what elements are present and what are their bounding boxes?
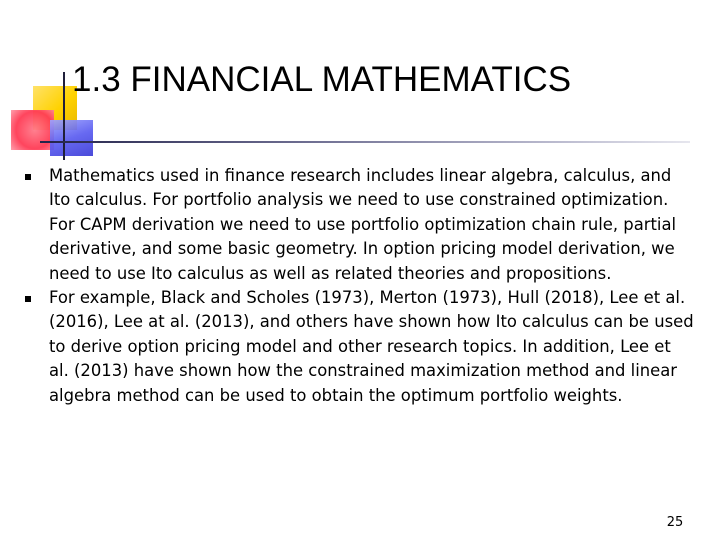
title-horizontal-rule bbox=[40, 141, 690, 143]
bullet-text: For example, Black and Scholes (1973), Merton (1973), Hull (2018), Lee et al. (2016), Lee at al. (2013), and others have shown how Ito calculus can be used to derive option pricing model and other research topics. In addition, Lee et al. (2013) have shown how the constrained maximization method and linear algebra method can be used to obtain the optimum portfolio weights. bbox=[49, 288, 694, 405]
square-bullet-icon bbox=[25, 174, 31, 180]
slide-title: 1.3 FINANCIAL MATHEMATICS bbox=[72, 60, 572, 99]
bullet-item bbox=[22, 164, 694, 286]
bullet-list bbox=[22, 164, 694, 408]
logo-red-square bbox=[11, 110, 54, 150]
bullet-text: Mathematics used in finance research includes linear algebra, calculus, and Ito calculus. For portfolio analysis we need to use constrained optimization. For CAPM derivation we need to use portfolio optimization chain rule, partial derivative, and some basic geometry. In option pricing model derivation, we need to use Ito calculus as well as related theories and propositions. bbox=[49, 166, 677, 283]
page-number: 25 bbox=[666, 515, 684, 530]
square-bullet-icon bbox=[25, 296, 31, 302]
logo-blue-square bbox=[50, 120, 93, 156]
bullet-item bbox=[22, 286, 694, 408]
title-vertical-rule bbox=[63, 72, 65, 160]
